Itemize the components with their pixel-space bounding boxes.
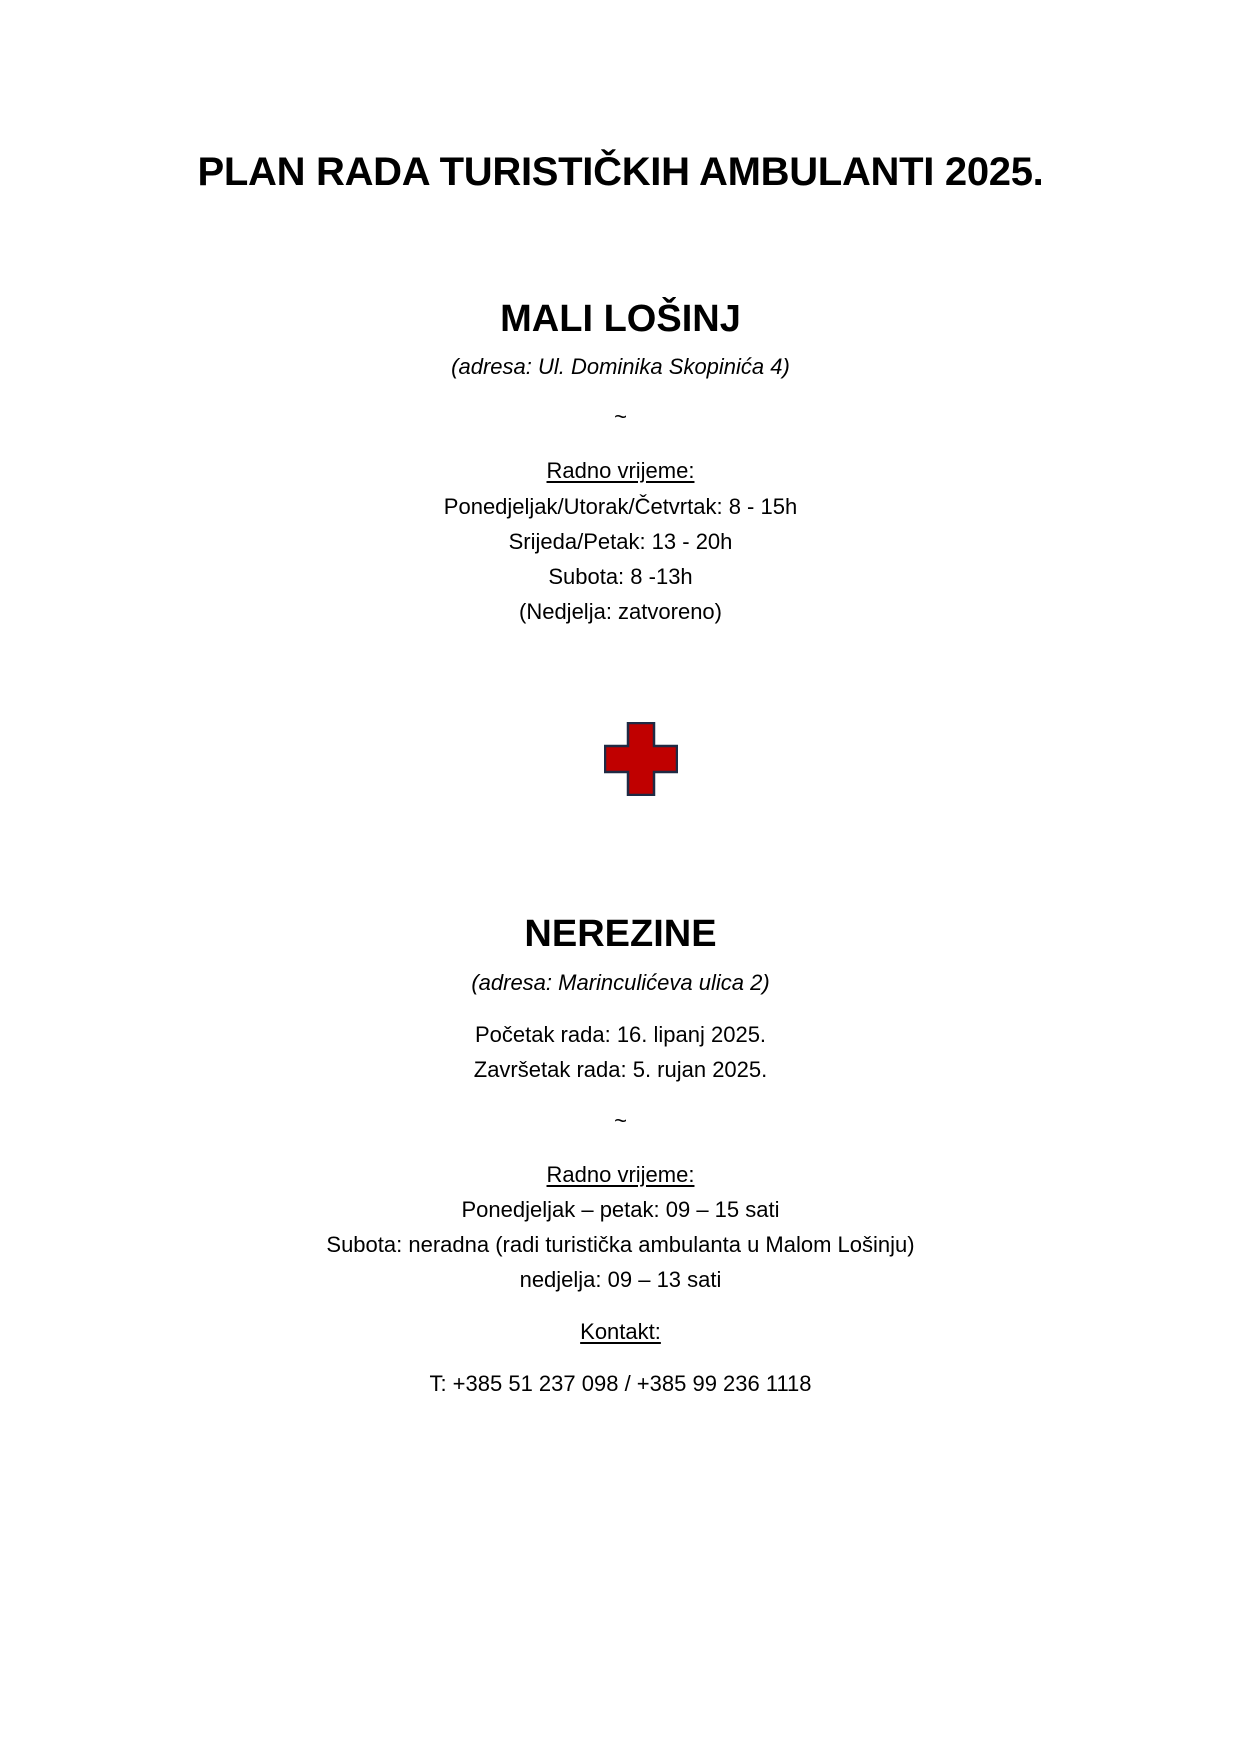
nerezine-phone: T: +385 51 237 098 / +385 99 236 1118 <box>429 1371 812 1396</box>
nerezine-hours-line: nedjelja: 09 – 13 sati <box>519 1267 722 1292</box>
mali-losinj-hours-line: Ponedjeljak/Utorak/Četvrtak: 8 - 15h <box>443 494 798 519</box>
nerezine-hours-line: Subota: neradna (radi turistička ambulanta u Malom Lošinju) <box>326 1232 915 1257</box>
nerezine-start-date: Početak rada: 16. lipanj 2025. <box>474 1022 767 1047</box>
mali-losinj-hours-line: (Nedjelja: zatvoreno) <box>519 599 722 624</box>
mali-losinj-heading: MALI LOŠINJ <box>500 298 741 340</box>
mali-losinj-hours-line: Srijeda/Petak: 13 - 20h <box>508 529 733 554</box>
nerezine-separator: ~ <box>614 1108 627 1133</box>
mali-losinj-separator: ~ <box>614 404 627 429</box>
red-cross-shape <box>605 723 677 795</box>
nerezine-contact-label: Kontakt: <box>580 1319 661 1344</box>
nerezine-hours-line: Ponedjeljak – petak: 09 – 15 sati <box>461 1197 780 1222</box>
mali-losinj-hours-line: Subota: 8 -13h <box>548 564 693 589</box>
mali-losinj-hours-label: Radno vrijeme: <box>546 458 695 483</box>
nerezine-hours-label: Radno vrijeme: <box>546 1162 695 1187</box>
red-cross-icon <box>604 722 678 796</box>
nerezine-heading: NEREZINE <box>524 913 717 955</box>
nerezine-address: (adresa: Marinculićeva ulica 2) <box>471 970 770 995</box>
mali-losinj-address: (adresa: Ul. Dominika Skopinića 4) <box>451 354 790 379</box>
nerezine-end-date: Završetak rada: 5. rujan 2025. <box>473 1057 768 1082</box>
page-title: PLAN RADA TURISTIČKIH AMBULANTI 2025. <box>197 150 1044 194</box>
